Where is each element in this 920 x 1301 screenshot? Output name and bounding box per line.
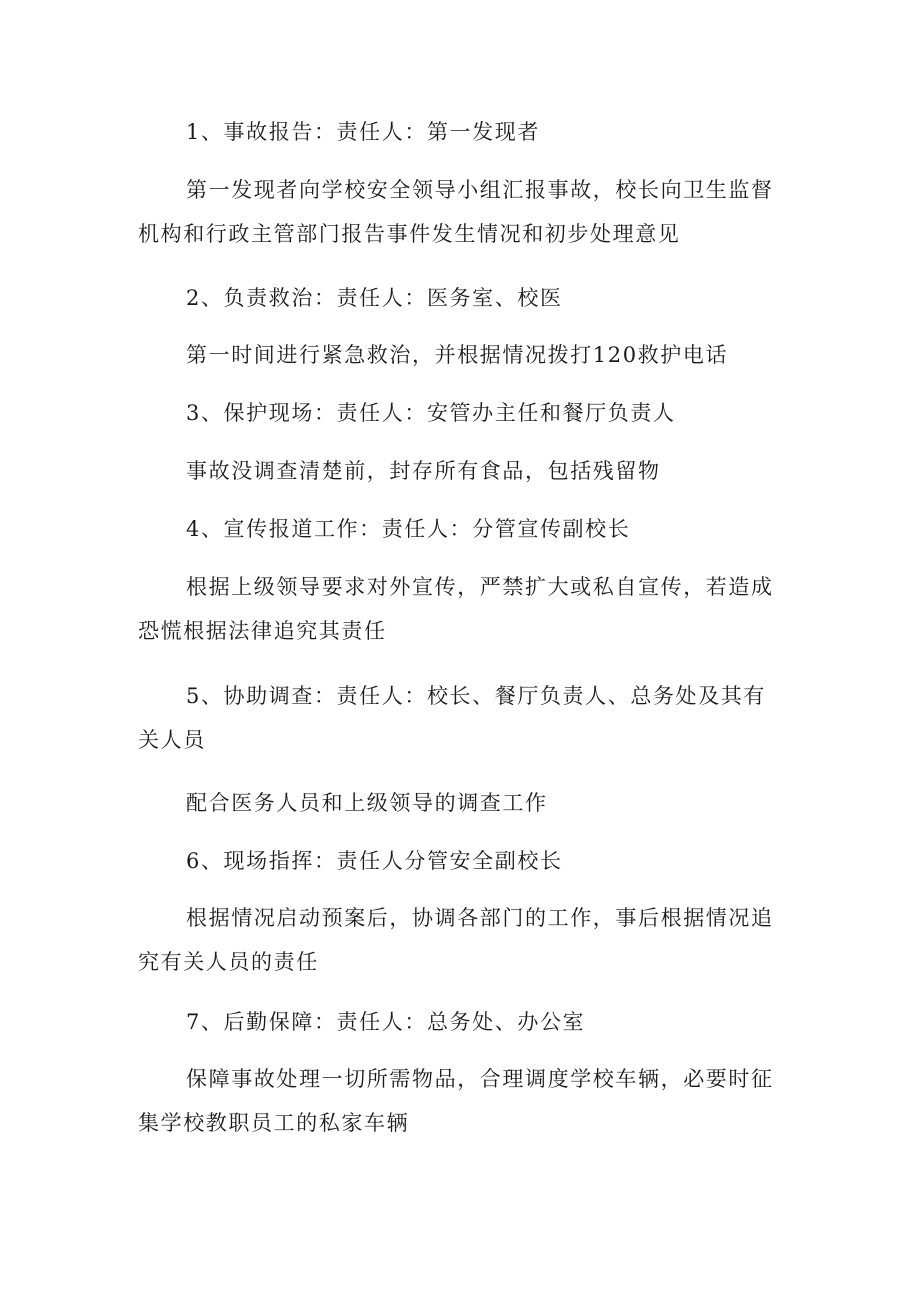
section-1-heading: 1、事故报告：责任人：第一发现者: [186, 120, 540, 144]
section-2-body: 第一时间进行紧急救治，并根据情况拨打120救护电话: [186, 343, 729, 367]
section-5-body: 配合医务人员和上级领导的调查工作: [186, 791, 548, 815]
section-3-body: 事故没调查清楚前，封存所有食品，包括残留物: [186, 459, 661, 483]
section-4-body: 根据上级领导要求对外宣传，严禁扩大或私自宣传，若造成恐慌根据法律追究其责任: [138, 575, 774, 643]
section-3-heading: 3、保护现场：责任人：安管办主任和餐厅负责人: [186, 401, 676, 425]
section-6-body: 根据情况启动预案后，协调各部门的工作，事后根据情况追究有关人员的责任: [138, 906, 774, 974]
section-4-heading: 4、宣传报道工作：责任人：分管宣传副校长: [186, 517, 631, 541]
section-7-body: 保障事故处理一切所需物品，合理调度学校车辆，必要时征集学校教职员工的私家车辆: [138, 1067, 774, 1135]
section-6-heading: 6、现场指挥：责任人分管安全副校长: [186, 849, 563, 873]
section-7-heading: 7、后勤保障：责任人：总务处、办公室: [186, 1010, 586, 1034]
section-1-body: 第一发现者向学校安全领导小组汇报事故，校长向卫生监督机构和行政主管部门报告事件发生情况和初步处理意见: [138, 178, 774, 246]
section-2-heading: 2、负责救治：责任人：医务室、校医: [186, 286, 563, 310]
section-5-heading: 5、协助调查：责任人：校长、餐厅负责人、总务处及其有关人员: [138, 684, 766, 752]
